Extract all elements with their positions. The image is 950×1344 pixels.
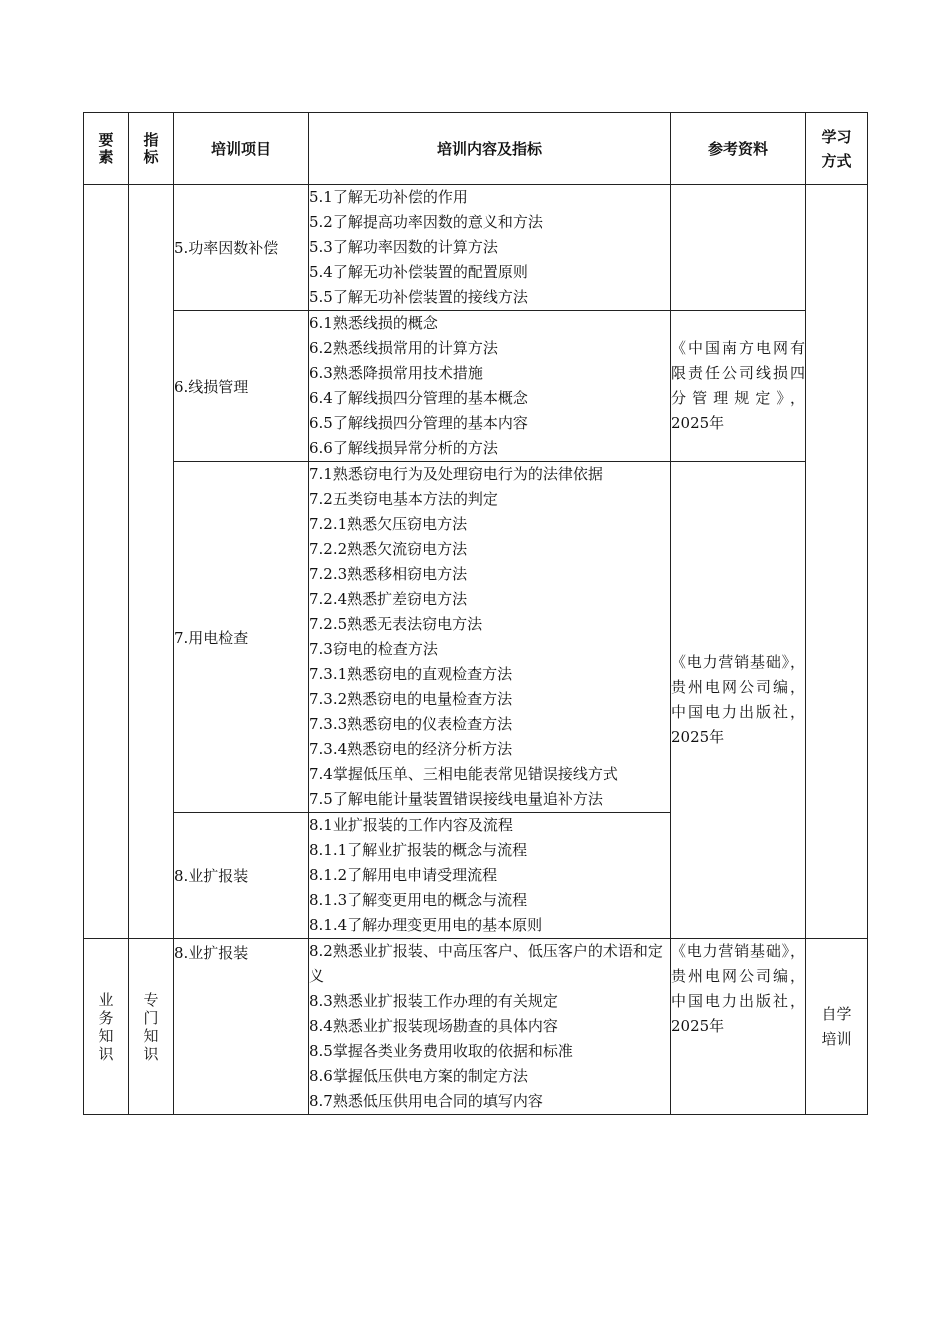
table-row <box>84 462 868 813</box>
content-line: 6.1熟悉线损的概念 <box>309 314 438 332</box>
content-line: 8.1.4了解办理变更用电的基本原则 <box>309 916 543 934</box>
content-line: 7.2五类窃电基本方法的判定 <box>309 490 498 508</box>
training-content <box>309 462 671 813</box>
reference-text: 《中国南方电网有限责任公司线损四分管理规定》，2025年 <box>671 311 806 462</box>
content-line: 8.1.3了解变更用电的概念与流程 <box>309 891 528 909</box>
training-content <box>309 813 671 939</box>
content-line: 8.1.2了解用电申请受理流程 <box>309 866 498 884</box>
category-cell: 业务知识 <box>84 939 129 1115</box>
header-indicator: 指标 <box>129 113 174 185</box>
content-line: 7.2.3熟悉移相窃电方法 <box>309 565 468 583</box>
content-line: 7.2.2熟悉欠流窃电方法 <box>309 540 468 558</box>
indicator-cell-empty <box>129 185 174 939</box>
header-element: 要素 <box>84 113 129 185</box>
category-cell-empty <box>84 185 129 939</box>
reference-cell-empty <box>671 185 806 311</box>
content-line: 8.3熟悉业扩报装工作办理的有关规定 <box>309 992 558 1010</box>
training-table <box>83 112 868 1115</box>
table-row <box>84 939 868 1115</box>
training-item: 6.线损管理 <box>174 311 309 462</box>
reference-text: 《电力营销基础》，贵州电网公司编，中国电力出版社，2025年 <box>671 939 806 1115</box>
content-line: 7.1熟悉窃电行为及处理窃电行为的法律依据 <box>309 465 603 483</box>
content-line: 8.6掌握低压供电方案的制定方法 <box>309 1067 528 1085</box>
content-line: 7.3.3熟悉窃电的仪表检查方法 <box>309 715 513 733</box>
training-item: 8.业扩报装 <box>174 939 309 1115</box>
content-line: 7.5了解电能计量装置错误接线电量追补方法 <box>309 790 603 808</box>
content-line: 6.6了解线损异常分析的方法 <box>309 439 498 457</box>
content-line: 7.2.1熟悉欠压窃电方法 <box>309 515 468 533</box>
content-line: 8.1业扩报装的工作内容及流程 <box>309 816 513 834</box>
content-line: 7.2.5熟悉无表法窃电方法 <box>309 615 483 633</box>
training-content <box>309 311 671 462</box>
header-training-content: 培训内容及指标 <box>309 113 671 185</box>
training-content <box>309 939 671 1115</box>
method-cell-empty <box>806 185 868 939</box>
content-line: 7.3.1熟悉窃电的直观检查方法 <box>309 665 513 683</box>
content-line: 5.3了解功率因数的计算方法 <box>309 238 498 256</box>
table-row <box>84 185 868 311</box>
training-content <box>309 185 671 311</box>
training-item: 8.业扩报装 <box>174 813 309 939</box>
content-line: 6.4了解线损四分管理的基本概念 <box>309 389 528 407</box>
content-line: 5.5了解无功补偿装置的接线方法 <box>309 288 528 306</box>
content-line: 7.3.2熟悉窃电的电量检查方法 <box>309 690 513 708</box>
header-training-item: 培训项目 <box>174 113 309 185</box>
indicator-cell: 专门知识 <box>129 939 174 1115</box>
content-line: 7.4掌握低压单、三相电能表常见错误接线方式 <box>309 765 618 783</box>
content-line: 7.3窃电的检查方法 <box>309 640 438 658</box>
learning-method: 自学培训 <box>806 939 868 1115</box>
content-line: 8.2熟悉业扩报装、中高压客户、低压客户的术语和定义 <box>309 942 663 985</box>
content-line: 5.1了解无功补偿的作用 <box>309 188 468 206</box>
content-line: 8.1.1了解业扩报装的概念与流程 <box>309 841 528 859</box>
training-item: 5.功率因数补偿 <box>174 185 309 311</box>
header-row <box>84 113 868 185</box>
table-row <box>84 311 868 462</box>
content-line: 5.4了解无功补偿装置的配置原则 <box>309 263 528 281</box>
content-line: 8.5掌握各类业务费用收取的依据和标准 <box>309 1042 573 1060</box>
reference-text: 《电力营销基础》，贵州电网公司编，中国电力出版社，2025年 <box>671 462 806 939</box>
content-line: 7.2.4熟悉扩差窃电方法 <box>309 590 468 608</box>
content-line: 5.2了解提高功率因数的意义和方法 <box>309 213 543 231</box>
content-line: 6.5了解线损四分管理的基本内容 <box>309 414 528 432</box>
content-line: 8.4熟悉业扩报装现场勘查的具体内容 <box>309 1017 558 1035</box>
header-reference: 参考资料 <box>671 113 806 185</box>
content-line: 8.7熟悉低压供用电合同的填写内容 <box>309 1092 543 1110</box>
header-learning-method: 学习方式 <box>806 113 868 185</box>
content-line: 6.3熟悉降损常用技术措施 <box>309 364 483 382</box>
content-line: 6.2熟悉线损常用的计算方法 <box>309 339 498 357</box>
content-line: 7.3.4熟悉窃电的经济分析方法 <box>309 740 513 758</box>
training-item: 7.用电检查 <box>174 462 309 813</box>
